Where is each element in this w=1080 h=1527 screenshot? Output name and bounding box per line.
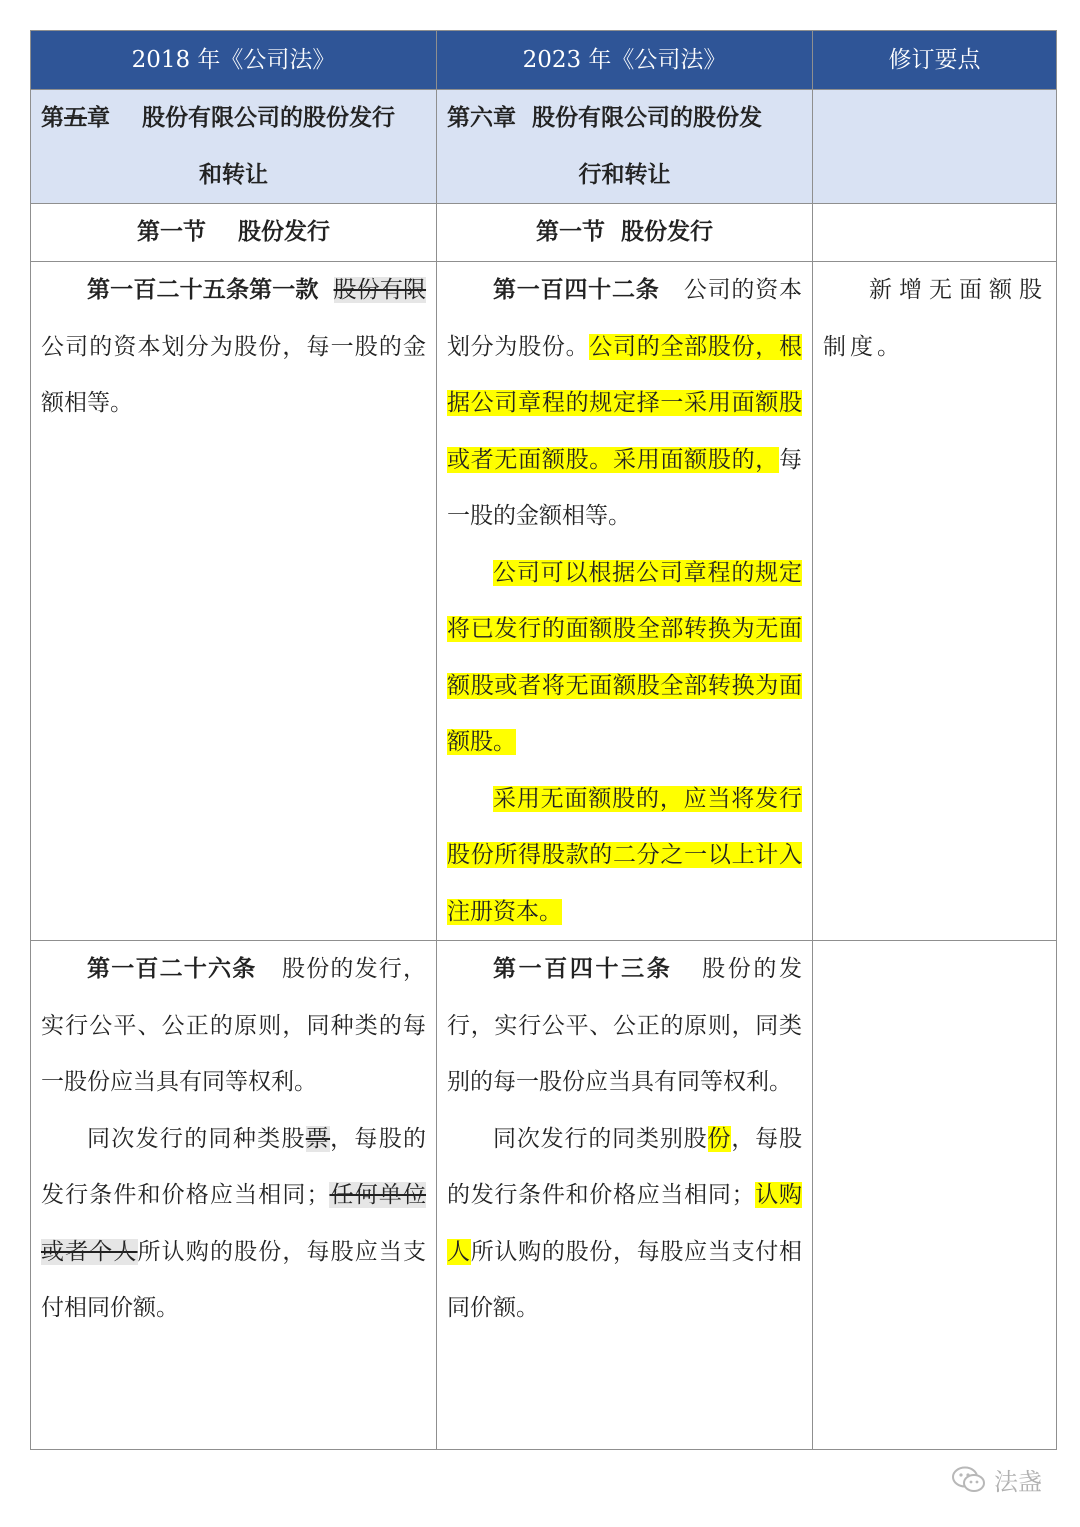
chapter-new-title-1: 第六章 股份有限公司的股份发 bbox=[447, 104, 763, 131]
section-new: 第一节 股份发行 bbox=[437, 204, 813, 262]
article1-new-text-2: 每一股的金额相等。 bbox=[447, 446, 802, 529]
article2-new-highlight-1: 份 bbox=[707, 1125, 732, 1152]
chapter-row bbox=[31, 90, 1057, 204]
article2-new-text-1: 股份的发行，实行公平、公正的原则，同类别的每一股份应当具有同等权利。 bbox=[447, 956, 803, 1095]
article2-new-text-2b: ，每股的发行条件和价格应当相同； bbox=[447, 1125, 803, 1208]
article1-old-head: 第一百二十五条第一款 bbox=[87, 276, 319, 303]
header-revision-points: 修订要点 bbox=[813, 31, 1057, 90]
chapter-old-title-2: 和转让 bbox=[199, 160, 268, 188]
article2-new-paragraph-2 bbox=[447, 1111, 802, 1337]
section-note bbox=[813, 204, 1057, 262]
article2-old-text-1: 股份的发行，实行公平、公正的原则，同种类的每一股份应当具有同等权利。 bbox=[41, 956, 427, 1095]
wechat-icon bbox=[952, 1466, 986, 1494]
article-row-2 bbox=[31, 941, 1057, 1450]
article1-new-highlight-2: 公司可以根据公司章程的规定将已发行的面额股全部转换为无面额股或者将无面额股全部转换为面额股。 bbox=[447, 559, 802, 755]
article2-old-text-2b: ，每股的发行条件和价格应当相同； bbox=[41, 1125, 427, 1208]
article2-new-head: 第一百四十三条 bbox=[493, 955, 673, 982]
article1-new-text-1: 公司的资本划分为股份。 bbox=[447, 277, 803, 360]
article1-old-paragraph bbox=[41, 262, 426, 432]
article2-new-text-2a: 同次发行的同类别股 bbox=[493, 1125, 708, 1152]
article1-new-highlight-1: 公司的全部股份，根据公司章程的规定择一采用面额股或者无面额股。采用面额股的， bbox=[447, 333, 803, 473]
article2-new bbox=[437, 941, 813, 1450]
article2-old-text-2c: 所认购的股份，每股应当支付相同价额。 bbox=[41, 1238, 427, 1321]
watermark-text: 法盏 bbox=[994, 1468, 1042, 1496]
article2-old-paragraph-1 bbox=[41, 941, 426, 1111]
article2-old-head: 第一百二十六条 bbox=[87, 955, 257, 982]
article1-new-paragraph-3 bbox=[447, 771, 802, 941]
article1-new bbox=[437, 262, 813, 941]
article2-new-paragraph-1 bbox=[447, 941, 802, 1111]
section-row bbox=[31, 204, 1057, 262]
article1-old-deleted: 股份有限 bbox=[333, 277, 427, 303]
article2-old bbox=[31, 941, 437, 1450]
article1-new-head: 第一百四十二条 bbox=[493, 276, 660, 303]
chapter-old-prefix: 第 bbox=[41, 104, 64, 131]
article2-note bbox=[813, 941, 1057, 1450]
chapter-new bbox=[437, 90, 813, 204]
article2-new-text-2c: 所认购的股份，每股应当支付相同价额。 bbox=[447, 1238, 803, 1321]
chapter-old-deleted: 五 bbox=[64, 104, 87, 131]
article-row-1 bbox=[31, 262, 1057, 941]
header-2018: 2018 年《公司法》 bbox=[31, 31, 437, 90]
article1-old-text: 公司的资本划分为股份，每一股的金额相等。 bbox=[41, 333, 426, 416]
article1-new-highlight-3: 采用无面额股的，应当将发行股份所得股款的二分之一以上计入注册资本。 bbox=[447, 785, 802, 925]
article1-new-paragraph-2 bbox=[447, 545, 802, 771]
article2-old-deleted-2: 任何单位或者个人 bbox=[41, 1182, 427, 1265]
article2-old-paragraph-2 bbox=[41, 1111, 426, 1337]
article1-new-paragraph-1 bbox=[447, 262, 802, 545]
article1-note-text: 新增无面额股制度。 bbox=[823, 277, 1046, 360]
chapter-note bbox=[813, 90, 1057, 204]
header-2023: 2023 年《公司法》 bbox=[437, 31, 813, 90]
chapter-old-title-1: 股份有限公司的股份发行 bbox=[142, 104, 396, 131]
watermark bbox=[952, 1462, 1042, 1497]
chapter-new-title-2: 行和转让 bbox=[578, 160, 671, 188]
article2-old-deleted-1: 票 bbox=[305, 1125, 331, 1152]
article2-old-text-2a: 同次发行的同种类股 bbox=[87, 1125, 306, 1152]
law-comparison-table bbox=[30, 30, 1057, 1450]
article1-old bbox=[31, 262, 437, 941]
chapter-old bbox=[31, 90, 437, 204]
header-row bbox=[31, 31, 1057, 90]
article2-new-highlight-2: 认购人 bbox=[447, 1182, 803, 1265]
section-old: 第一节 股份发行 bbox=[31, 204, 437, 262]
chapter-old-suffix: 章 bbox=[87, 104, 110, 131]
article1-note bbox=[813, 262, 1057, 941]
